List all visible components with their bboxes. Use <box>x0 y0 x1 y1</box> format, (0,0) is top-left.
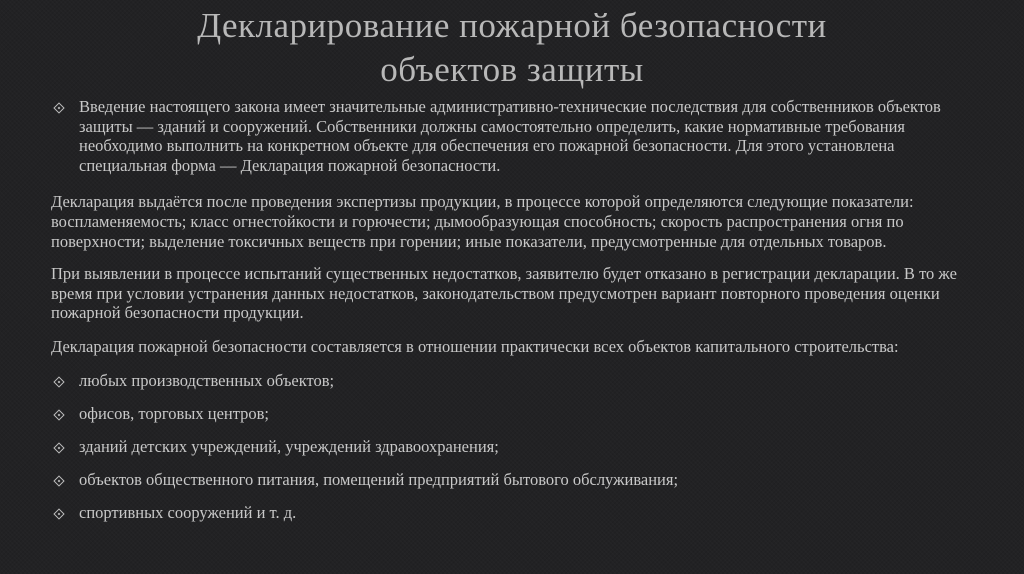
diamond-bullet-icon <box>53 442 64 453</box>
diamond-bullet-icon <box>53 376 64 387</box>
slide-body <box>51 97 986 536</box>
list-item-text: объектов общественного питания, помещений предприятий бытового обслуживания; <box>79 469 679 489</box>
list-item-text: офисов, торговых центров; <box>79 403 270 423</box>
diamond-bullet-icon <box>53 475 64 486</box>
diamond-bullet-icon <box>53 102 64 113</box>
list-item <box>51 371 986 404</box>
paragraph-scope: Декларация пожарной безопасности составляется в отношении практически всех объектов капитального строительства: <box>51 336 899 356</box>
paragraph-refusal: При выявлении в процессе испытаний существенных недостатков, заявителю будет отказано в регистрации декларации. В то же время при условии устранения данных недостатков, законодательством предусмотрен вариант повторного проведения оценки пожарной безопасности продукции. <box>51 264 957 323</box>
slide-title-line-1: Декларирование пожарной безопасности <box>197 6 827 45</box>
list-item <box>51 437 986 470</box>
list-item-text: любых производственных объектов; <box>79 370 335 390</box>
intro-bullet-item <box>51 97 986 175</box>
list-item <box>51 470 986 503</box>
intro-bullet-text: Введение настоящего закона имеет значительные административно-технические последствия для собственников объектов защиты — зданий и сооружений. Собственники должны самостоятельно определить, какие нормативные требования необходимо выполнить на конкретном объекте для обеспечения его пожарной безопасности. Для этого установлена специальная форма — Декларация пожарной безопасности. <box>79 97 941 175</box>
slide-title <box>0 4 1024 92</box>
slide-title-line-2: объектов защиты <box>380 50 644 89</box>
list-item-text: зданий детских учреждений, учреждений здравоохранения; <box>79 436 499 456</box>
object-list <box>51 371 986 536</box>
list-item <box>51 404 986 437</box>
diamond-bullet-icon <box>53 508 64 519</box>
list-item-text: спортивных сооружений и т. д. <box>79 502 297 522</box>
diamond-bullet-icon <box>53 409 64 420</box>
list-item <box>51 503 986 536</box>
paragraph-expertise: Декларация выдаётся после проведения экспертизы продукции, в процессе которой определяются следующие показатели: воспламеняемость; класс огнестойкости и горючести; дымообразующая способность; скорость распространения огня по поверхности; выделение токсичных веществ при горении; иные показатели, предусмотренные для отдельных товаров. <box>51 192 914 251</box>
